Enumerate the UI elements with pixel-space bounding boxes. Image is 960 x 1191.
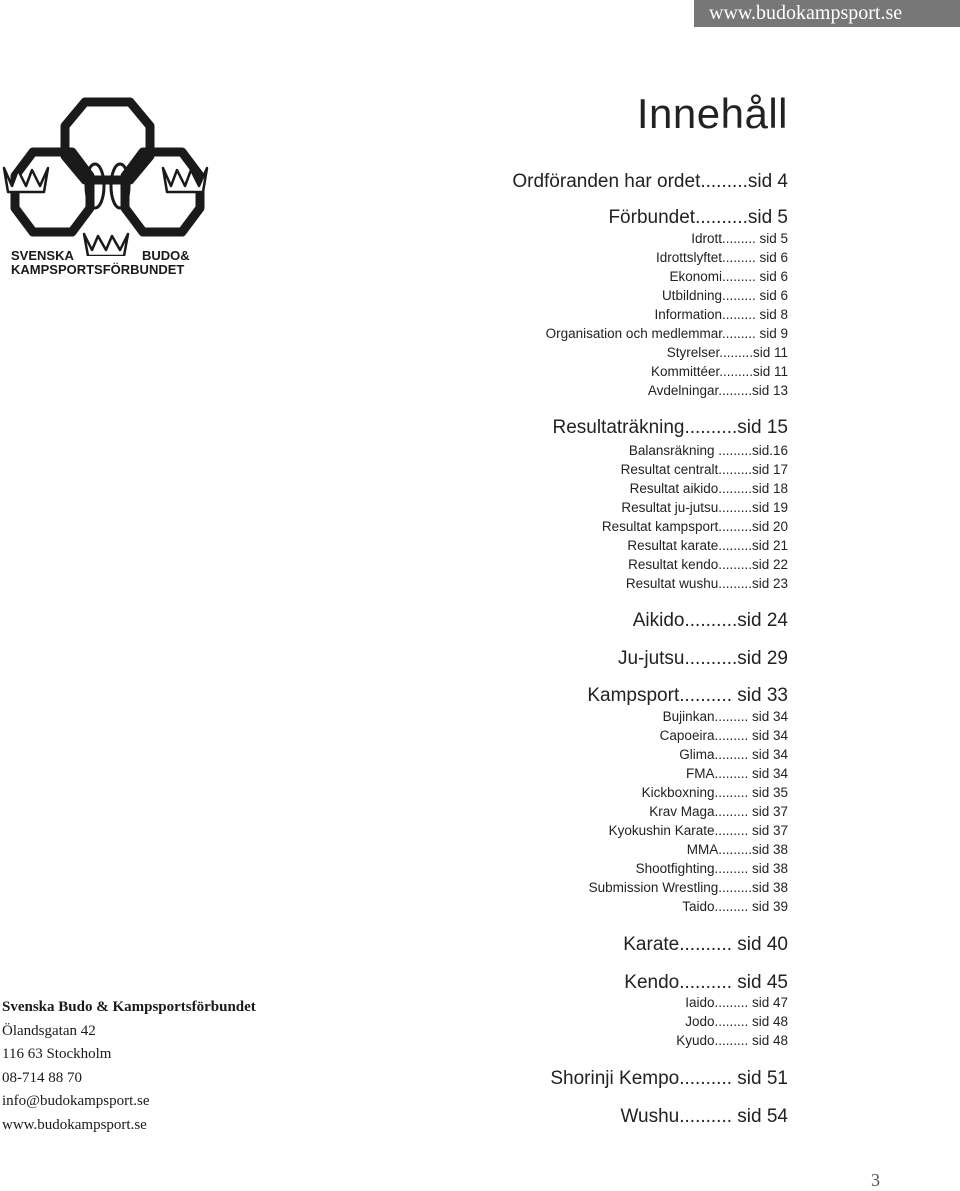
organization-name: Svenska Budo & Kampsportsförbundet <box>2 999 256 1015</box>
site-url-link[interactable]: www.budokampsport.se <box>694 0 960 27</box>
page-title: Innehåll <box>636 90 788 137</box>
website-url[interactable]: www.budokampsport.se <box>2 1116 147 1133</box>
toc-subsection-entry[interactable]: Taido......... sid 39 <box>682 899 788 914</box>
toc-subsection-entry[interactable]: Ekonomi......... sid 6 <box>669 269 788 284</box>
street-address: Ölandsgatan 42 <box>2 1022 96 1039</box>
toc-subsection-entry[interactable]: MMA.........sid 38 <box>686 842 788 857</box>
contact-address-block <box>2 996 256 1137</box>
federation-logo <box>0 96 215 296</box>
toc-subsection-entry[interactable]: Resultat kendo.........sid 22 <box>628 557 788 572</box>
logo-text-svenska: SVENSKA <box>11 248 74 263</box>
toc-subsection-entry[interactable]: Kickboxning......... sid 35 <box>641 785 788 800</box>
postal-address: 116 63 Stockholm <box>2 1046 112 1062</box>
logo-text-kampsportsforbundet: KAMPSPORTSFÖRBUNDET <box>11 262 185 277</box>
toc-section-entry[interactable]: Karate.......... sid 40 <box>623 934 788 955</box>
toc-section-entry[interactable]: Förbundet..........sid 5 <box>608 207 788 228</box>
toc-subsection-entry[interactable]: Resultat centralt.........sid 17 <box>620 462 788 477</box>
toc-subsection-entry[interactable]: Iaido......... sid 47 <box>685 995 788 1010</box>
toc-subsection-entry[interactable]: Resultat karate.........sid 21 <box>627 538 788 553</box>
toc-subsection-entry[interactable]: Kyokushin Karate......... sid 37 <box>608 823 788 838</box>
toc-subsection-entry[interactable]: Kyudo......... sid 48 <box>676 1033 788 1048</box>
toc-subsection-entry[interactable]: Idrott......... sid 5 <box>691 231 788 246</box>
toc-subsection-entry[interactable]: Organisation och medlemmar......... sid 9 <box>545 326 788 341</box>
toc-subsection-entry[interactable]: Jodo......... sid 48 <box>685 1014 788 1029</box>
email-address[interactable]: info@budokampsport.se <box>2 1093 150 1109</box>
toc-subsection-entry[interactable]: Glima......... sid 34 <box>679 747 788 762</box>
toc-subsection-entry[interactable]: Avdelningar.........sid 13 <box>647 383 788 398</box>
toc-subsection-entry[interactable]: Capoeira......... sid 34 <box>659 728 788 743</box>
toc-subsection-entry[interactable]: Bujinkan......... sid 34 <box>662 709 788 724</box>
page-number: 3 <box>871 1170 880 1190</box>
toc-subsection-entry[interactable]: Resultat wushu.........sid 23 <box>625 576 788 591</box>
toc-section-entry[interactable]: Kampsport.......... sid 33 <box>587 685 788 706</box>
toc-section-entry[interactable]: Wushu.......... sid 54 <box>620 1106 788 1127</box>
toc-section-entry[interactable]: Aikido..........sid 24 <box>632 610 788 631</box>
toc-section-entry[interactable]: Shorinji Kempo.......... sid 51 <box>550 1068 788 1089</box>
toc-section-entry[interactable]: Kendo.......... sid 45 <box>624 972 788 993</box>
toc-subsection-entry[interactable]: FMA......... sid 34 <box>685 766 788 781</box>
toc-subsection-entry[interactable]: Submission Wrestling.........sid 38 <box>588 880 788 895</box>
toc-subsection-entry[interactable]: Utbildning......... sid 6 <box>661 288 788 303</box>
toc-subsection-entry[interactable]: Information......... sid 8 <box>654 307 788 322</box>
toc-subsection-entry[interactable]: Styrelser.........sid 11 <box>666 345 788 360</box>
toc-subsection-entry[interactable]: Resultat ju-jutsu.........sid 19 <box>621 500 788 515</box>
toc-section-entry[interactable]: Resultaträkning..........sid 15 <box>552 417 788 438</box>
toc-subsection-entry[interactable]: Kommittéer.........sid 11 <box>650 364 788 379</box>
toc-subsection-entry[interactable]: Idrottslyftet......... sid 6 <box>655 250 788 265</box>
phone-number: 08-714 88 70 <box>2 1069 82 1086</box>
toc-subsection-entry[interactable]: Resultat kampsport.........sid 20 <box>601 519 788 534</box>
toc-subsection-entry[interactable]: Balansräkning .........sid.16 <box>628 443 788 458</box>
toc-section-entry[interactable]: Ju-jutsu..........sid 29 <box>617 648 788 669</box>
logo-emblem-icon <box>0 96 215 256</box>
logo-text-budo: BUDO& <box>142 248 190 263</box>
toc-subsection-entry[interactable]: Krav Maga......... sid 37 <box>649 804 788 819</box>
toc-section-entry[interactable]: Ordföranden har ordet.........sid 4 <box>512 171 788 192</box>
toc-subsection-entry[interactable]: Shootfighting......... sid 38 <box>635 861 788 876</box>
toc-subsection-entry[interactable]: Resultat aikido.........sid 18 <box>629 481 788 496</box>
